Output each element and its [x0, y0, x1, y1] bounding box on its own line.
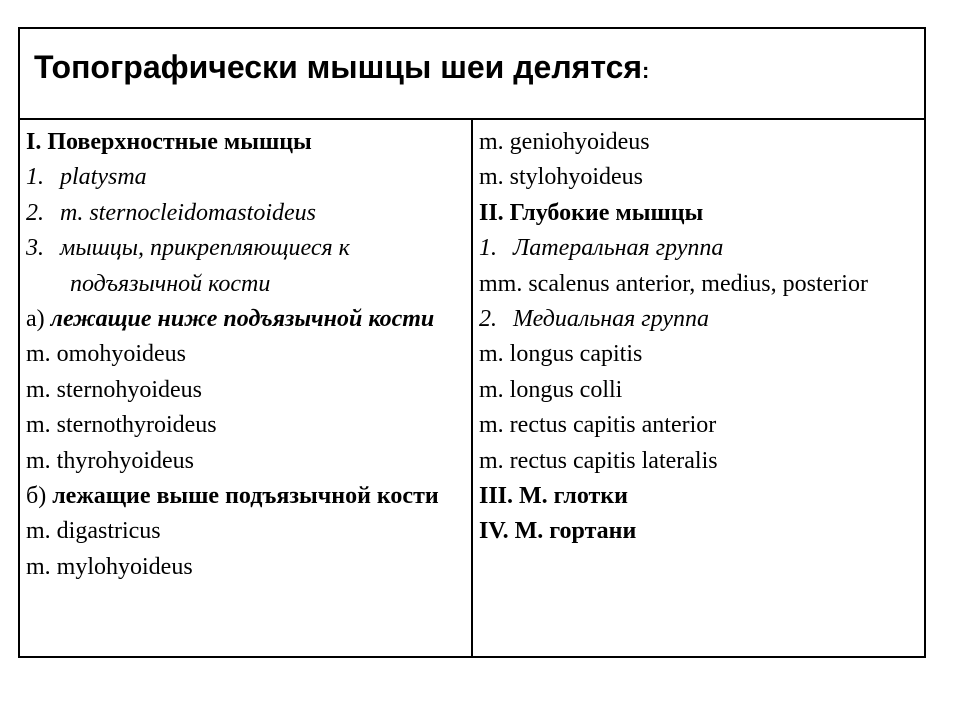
- superficial-item: [26, 231, 465, 302]
- title-cell: [19, 28, 925, 119]
- item-text: Медиальная группа: [513, 306, 709, 333]
- group-b-text: лежащие выше подъязычной кости: [52, 483, 439, 510]
- group-a-text: лежащие ниже подъязычной кости: [50, 306, 435, 333]
- muscle-line: m. geniohyoideus: [479, 129, 650, 155]
- muscle-line: m. mylohyoideus: [26, 553, 193, 580]
- left-column: [19, 119, 472, 657]
- item-number: 3.: [26, 235, 44, 262]
- item-number: 1.: [26, 164, 44, 191]
- medial-group-heading: [479, 302, 918, 337]
- superficial-item: [26, 196, 465, 231]
- item-text: мышцы, прикрепляющиеся к подъязычной кости: [60, 235, 350, 297]
- muscle-line: m. longus capitis: [479, 341, 643, 368]
- item-text: Латеральная группа: [513, 235, 724, 262]
- item-text: platysma: [60, 164, 147, 191]
- deep-heading: II. Глубокие мышцы: [479, 199, 704, 226]
- group-a-heading: [26, 302, 465, 337]
- pharynx-heading: III. М. глотки: [479, 483, 628, 510]
- slide-title-text: Топографически мышцы шеи делятся: [34, 49, 643, 85]
- group-b-prefix: б): [26, 483, 47, 510]
- muscle-line: m. digastricus: [26, 518, 161, 545]
- group-a-prefix: а): [26, 306, 45, 333]
- scalenus-line: mm. scalenus anterior, medius, posterior: [479, 270, 868, 297]
- muscle-line: m. longus colli: [479, 376, 623, 403]
- muscle-line: m. stylohyoideus: [479, 164, 644, 191]
- superficial-heading: I. Поверхностные мышцы: [26, 129, 312, 155]
- muscle-line: m. rectus capitis lateralis: [479, 447, 718, 474]
- muscle-line: m. sternohyoideus: [26, 376, 202, 403]
- muscle-classification-table: [18, 27, 926, 658]
- slide-title: [34, 51, 924, 83]
- item-text: m. sternocleidomastoideus: [60, 199, 316, 226]
- muscle-line: m. rectus capitis anterior: [479, 412, 717, 439]
- muscle-line: m. sternothyroideus: [26, 412, 217, 439]
- item-number: 2.: [479, 306, 497, 333]
- item-number: 1.: [479, 235, 497, 262]
- item-number: 2.: [26, 199, 44, 226]
- muscle-line: m. thyrohyoideus: [26, 447, 194, 474]
- larynx-heading: IV. М. гортани: [479, 518, 637, 545]
- right-column: [472, 119, 925, 657]
- lateral-group-heading: [479, 231, 918, 266]
- muscle-line: m. omohyoideus: [26, 341, 186, 368]
- group-b-heading: [26, 479, 465, 514]
- superficial-item: [26, 160, 465, 195]
- slide-title-colon: :: [642, 58, 650, 83]
